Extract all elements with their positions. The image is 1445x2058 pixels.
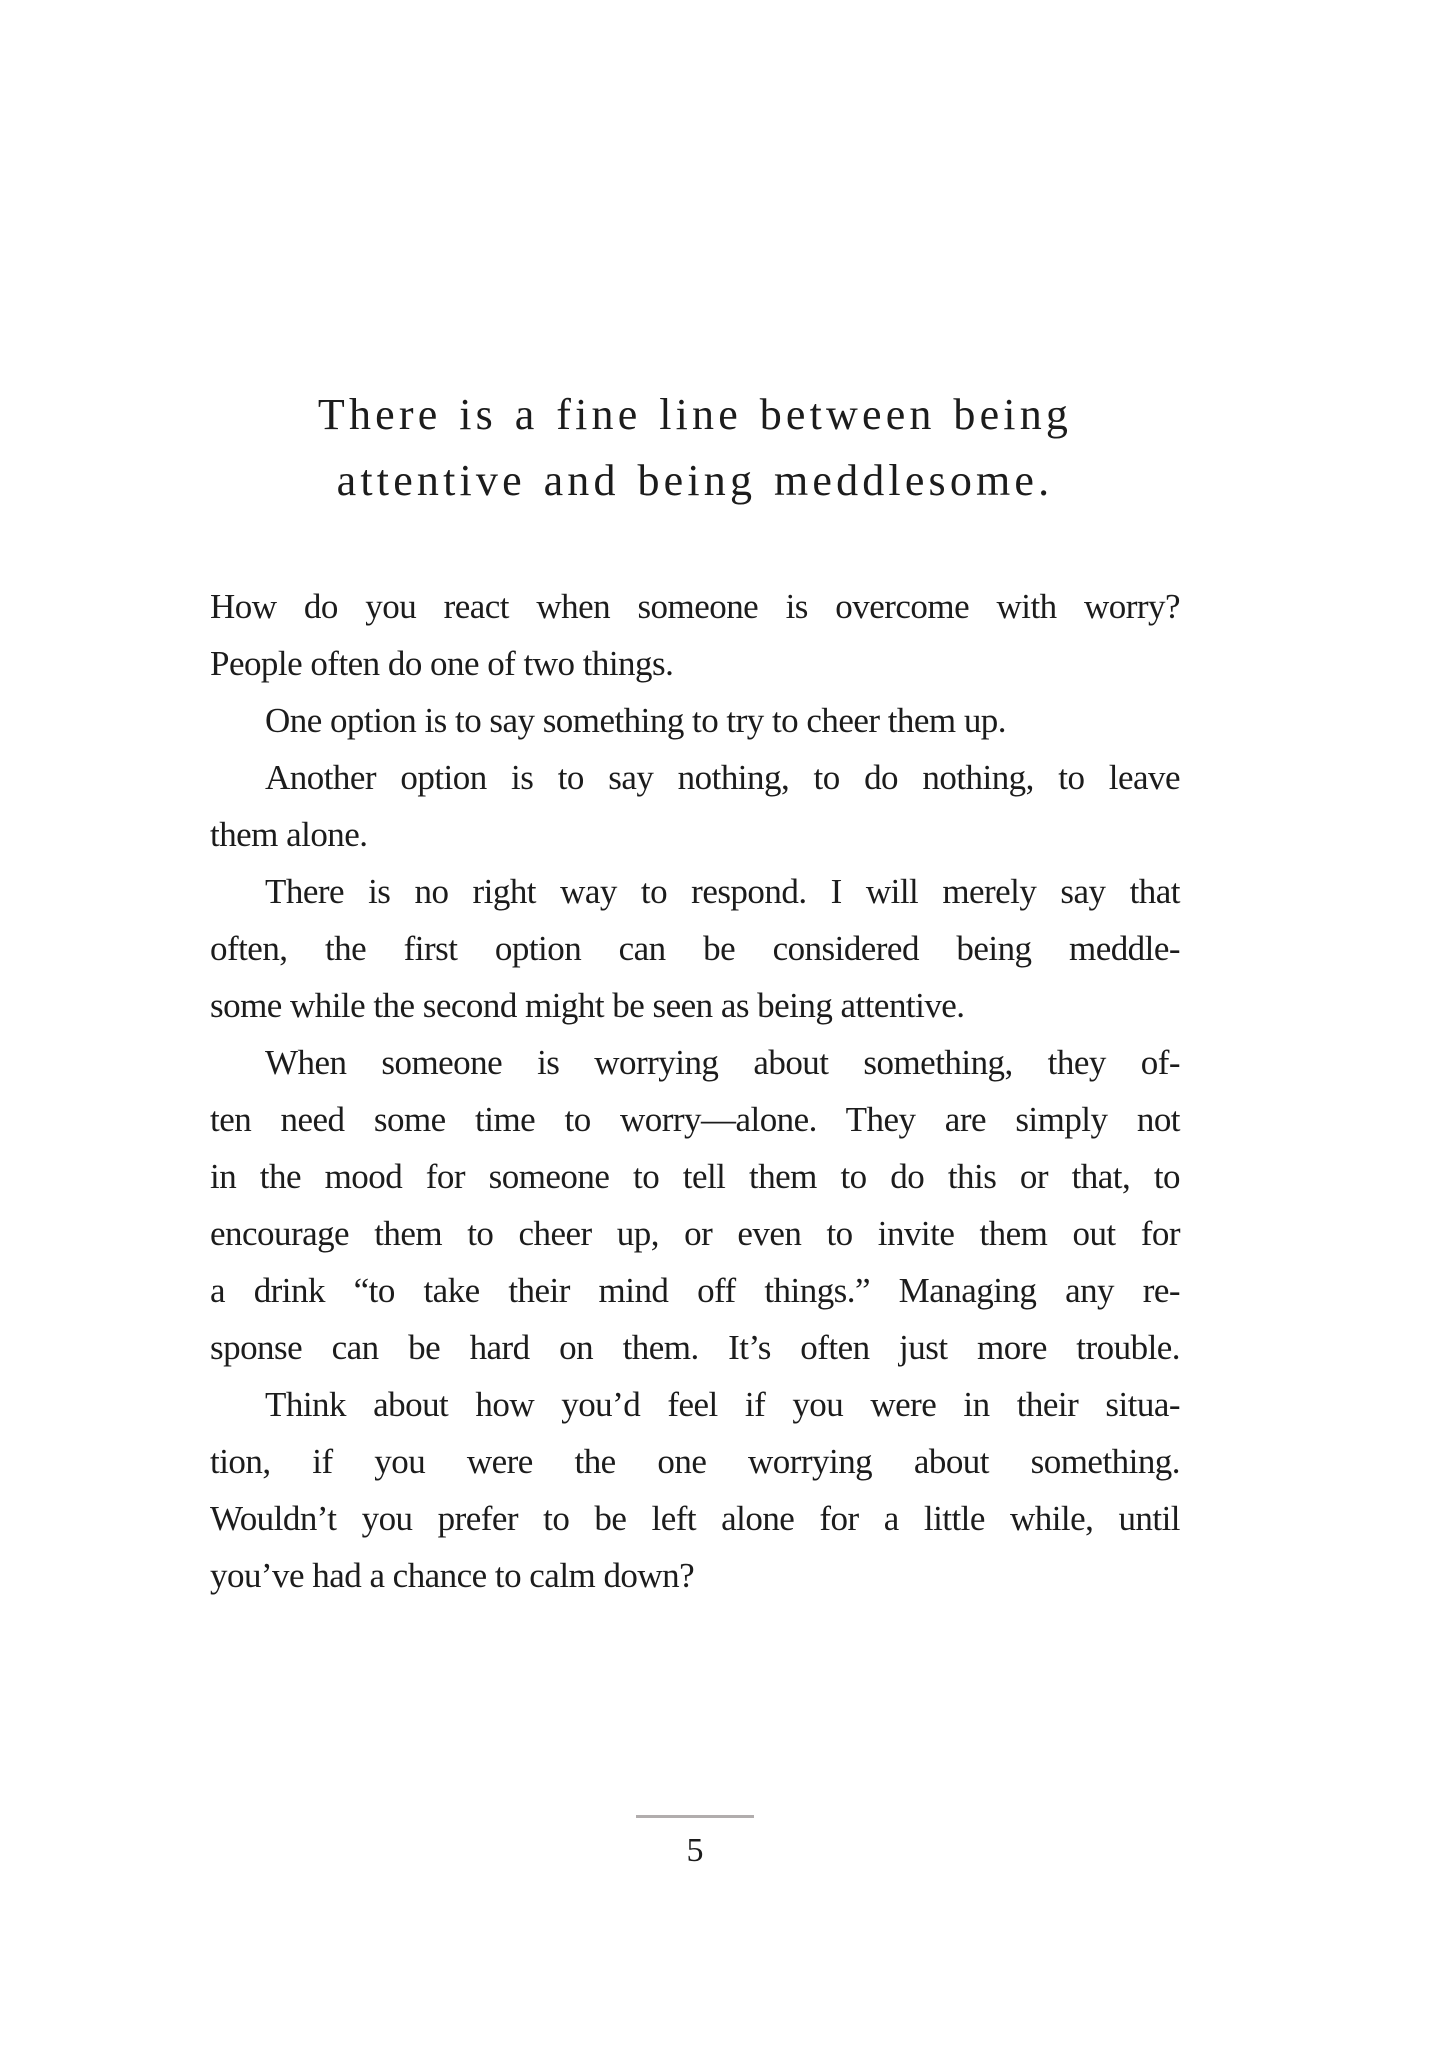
page-number: 5 — [686, 1832, 704, 1869]
body-line: ten need some time to worry—alone. They are simply not — [210, 1100, 1180, 1139]
chapter-heading-line-1: There is a fine line between being — [317, 390, 1073, 439]
body-line: in the mood for someone to tell them to do this or that, to — [210, 1157, 1180, 1196]
body-line: People often do one of two things. — [210, 644, 674, 683]
body-text — [210, 578, 1180, 1604]
body-line: When someone is worrying about something, they of- — [265, 1043, 1180, 1082]
body-line: sponse can be hard on them. It’s often just more trouble. — [210, 1328, 1180, 1367]
body-line: tion, if you were the one worrying about something. — [210, 1442, 1180, 1481]
text-column — [210, 0, 1180, 1604]
body-line: Another option is to say nothing, to do nothing, to leave — [265, 758, 1180, 797]
body-line: often, the first option can be considered being meddle- — [210, 929, 1180, 968]
body-line: There is no right way to respond. I will merely say that — [265, 872, 1180, 911]
body-line: a drink “to take their mind off things.” Managing any re- — [210, 1271, 1180, 1310]
chapter-heading — [210, 382, 1180, 514]
body-line: encourage them to cheer up, or even to invite them out for — [210, 1214, 1180, 1253]
body-line: them alone. — [210, 815, 368, 854]
footer-divider — [636, 1815, 754, 1818]
body-line: One option is to say something to try to cheer them up. — [265, 701, 1007, 740]
body-line: How do you react when someone is overcome with worry? — [210, 587, 1180, 626]
body-line: Think about how you’d feel if you were in their situa- — [265, 1385, 1180, 1424]
body-line: Wouldn’t you prefer to be left alone for a little while, until — [210, 1499, 1180, 1538]
body-line: you’ve had a chance to calm down? — [210, 1556, 695, 1595]
chapter-heading-line-2: attentive and being meddlesome. — [336, 456, 1054, 505]
body-line: some while the second might be seen as being attentive. — [210, 986, 965, 1025]
